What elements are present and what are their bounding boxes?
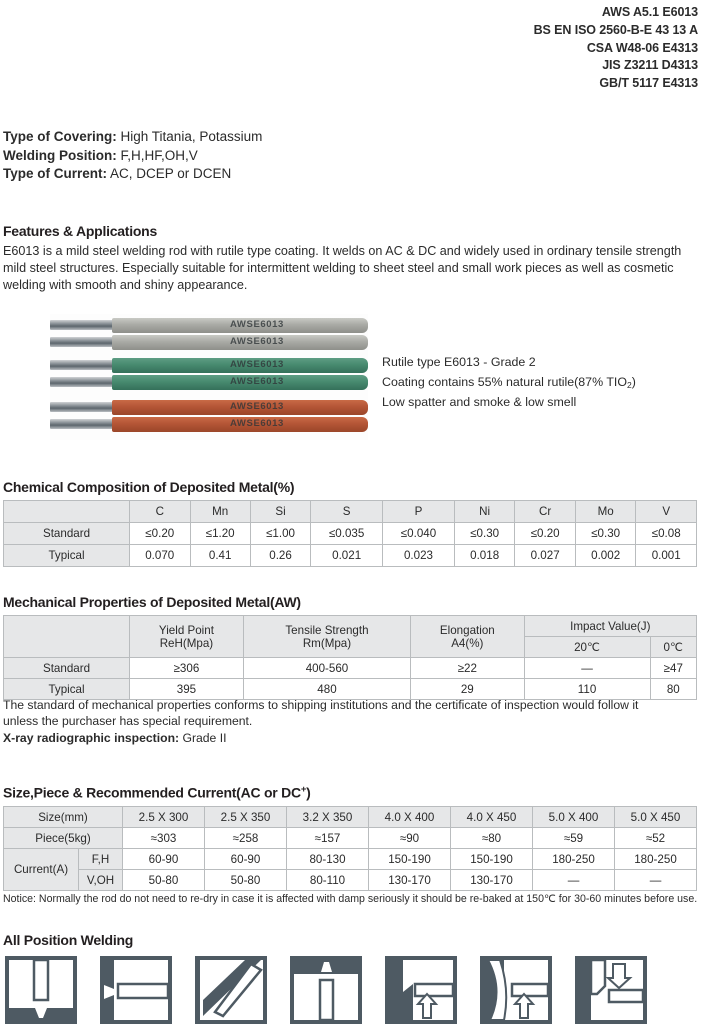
- col-header-line2: A4(%): [451, 636, 484, 650]
- col-header-s: S: [311, 501, 383, 523]
- table-row: [4, 545, 697, 567]
- col-header-p: P: [383, 501, 455, 523]
- table-corner-cell: [4, 501, 130, 523]
- table-cell: 150-190: [369, 849, 451, 870]
- welding-rod: [50, 400, 368, 415]
- table-cell: 0.018: [454, 545, 515, 567]
- row-label-size: Size(mm): [4, 807, 123, 828]
- rod-coating: [112, 375, 368, 390]
- table-header-row: [4, 501, 697, 523]
- table-cell: 0.41: [190, 545, 250, 567]
- table-header-row: [4, 616, 697, 637]
- table-cell: 60-90: [123, 849, 205, 870]
- table-cell: ≤0.040: [383, 523, 455, 545]
- col-header-impact-20c: 20℃: [524, 637, 650, 658]
- col-header-tensile-strength: [243, 616, 410, 658]
- col-header-size: 3.2 X 350: [287, 807, 369, 828]
- col-header-size: 4.0 X 450: [451, 807, 533, 828]
- superscript-plus: +: [300, 784, 307, 795]
- table-row: [4, 658, 697, 679]
- table-cell: ≈157: [287, 828, 369, 849]
- table-cell: 150-190: [451, 849, 533, 870]
- table-cell: 0.002: [575, 545, 636, 567]
- table-cell: ≥306: [130, 658, 244, 679]
- table-cell: 0.070: [130, 545, 191, 567]
- welding-rod-photo: [50, 314, 368, 440]
- col-header-impact-0c: 0℃: [650, 637, 696, 658]
- spec-row-position: [3, 147, 262, 166]
- table-row: [4, 849, 697, 870]
- col-header-mo: Mo: [575, 501, 636, 523]
- welding-position-overhead-down-icon: [575, 956, 647, 1024]
- table-cell: 180-250: [615, 849, 697, 870]
- table-cell: ≥22: [411, 658, 524, 679]
- spec-label: Type of Covering:: [3, 129, 117, 144]
- standard-item: AWS A5.1 E6013: [601, 5, 698, 19]
- size-heading-text: Size,Piece & Recommended Current(AC or DC: [3, 784, 301, 801]
- welding-position-vertical-up-icon: [290, 956, 362, 1024]
- table-cell: 50-80: [205, 870, 287, 891]
- col-header-size: 5.0 X 450: [615, 807, 697, 828]
- table-cell: ≤1.20: [190, 523, 250, 545]
- welding-position-icons: [5, 956, 699, 1024]
- col-header-line2: Rm(Mpa): [302, 636, 352, 650]
- all-position-welding-heading: All Position Welding: [3, 932, 134, 948]
- table-cell: 0.021: [311, 545, 383, 567]
- spec-list: [3, 128, 262, 184]
- size-current-heading: [3, 784, 311, 801]
- standard-item: BS EN ISO 2560-B-E 43 13 A: [533, 22, 698, 37]
- table-cell: ≤0.30: [454, 523, 515, 545]
- col-header-elongation: [411, 616, 524, 658]
- table-cell: 0.26: [250, 545, 310, 567]
- rod-coating: [112, 400, 368, 415]
- row-label: Standard: [4, 523, 130, 545]
- col-header-line1: Elongation: [439, 623, 495, 637]
- table-cell: ≤1.00: [250, 523, 310, 545]
- welding-rod: [50, 417, 368, 432]
- spec-row-current: [3, 165, 262, 184]
- table-cell: ≈258: [205, 828, 287, 849]
- table-cell: 0.001: [636, 545, 697, 567]
- table-cell: ≈80: [451, 828, 533, 849]
- mechanical-note-line2: unless the purchaser has special requirement.: [3, 714, 253, 729]
- table-cell: 130-170: [451, 870, 533, 891]
- row-label: Typical: [4, 679, 130, 700]
- features-body: E6013 is a mild steel welding rod with rutile type coating. It welds on AC & DC and widely used in ordinary tensile strength mild steel structures. Especially suitable for intermittent welding to sheet steel and small work pieces as well as cosmetic welding with smooth and shiny appearance.: [3, 244, 682, 293]
- standards-list: [534, 4, 698, 93]
- spec-row-covering: [3, 128, 262, 147]
- xray-inspection-line: [3, 730, 697, 746]
- standard-item: GB/T 5117 E4313: [599, 76, 698, 91]
- spec-value: High Titania, Potassium: [120, 129, 263, 144]
- row-sublabel-fh: F,H: [79, 849, 123, 870]
- spec-label: Type of Current:: [3, 166, 107, 181]
- welding-rod: [50, 375, 368, 390]
- table-row: [4, 828, 697, 849]
- chemical-heading: Chemical Composition of Deposited Metal(%): [3, 479, 295, 495]
- welding-position-overhead-fillet-icon: [480, 956, 552, 1024]
- rod-coating: [112, 335, 368, 350]
- rod-coating: [112, 318, 368, 333]
- col-header-line2: ReH(Mpa): [159, 636, 214, 650]
- col-header-size: 2.5 X 300: [123, 807, 205, 828]
- chemical-composition-table: [3, 500, 697, 567]
- welding-rod: [50, 335, 368, 350]
- subscript-2: 2: [626, 379, 632, 390]
- table-cell: 0.023: [383, 545, 455, 567]
- table-cell: ≥47: [650, 658, 696, 679]
- spec-label: Welding Position:: [3, 147, 117, 163]
- welding-position-horizontal-fillet-icon: [100, 956, 172, 1024]
- size-piece-current-table: [3, 806, 697, 891]
- photo-desc-line: Rutile type E6013 - Grade 2: [382, 355, 536, 369]
- table-cell: 400-560: [243, 658, 410, 679]
- table-cell: ≤0.20: [515, 523, 576, 545]
- col-header-v: V: [636, 501, 697, 523]
- row-label: Typical: [4, 545, 130, 567]
- table-cell: ≈52: [615, 828, 697, 849]
- standard-item: CSA W48-06 E4313: [586, 40, 698, 55]
- photo-desc-text: Coating contains 55% natural rutile(87% TIO: [382, 374, 627, 389]
- table-cell: —: [533, 870, 615, 891]
- table-cell: ≈90: [369, 828, 451, 849]
- col-header-impact-value: Impact Value(J): [524, 616, 696, 637]
- table-cell: ≤0.30: [575, 523, 636, 545]
- mechanical-properties-table: [3, 615, 697, 700]
- table-row: [4, 870, 697, 891]
- table-cell: 110: [524, 679, 650, 700]
- table-cell: 395: [130, 679, 244, 700]
- spec-value: AC, DCEP or DCEN: [110, 166, 232, 181]
- table-cell: 0.027: [515, 545, 576, 567]
- row-label: Standard: [4, 658, 130, 679]
- spec-value: F,H,HF,OH,V: [120, 147, 198, 163]
- table-cell: ≤0.035: [311, 523, 383, 545]
- table-cell: 80-110: [287, 870, 369, 891]
- row-sublabel-voh: V,OH: [79, 870, 123, 891]
- table-cell: 29: [411, 679, 524, 700]
- table-cell: —: [615, 870, 697, 891]
- col-header-si: Si: [250, 501, 310, 523]
- table-cell: ≤0.20: [130, 523, 191, 545]
- mechanical-heading: Mechanical Properties of Deposited Metal(AW): [3, 594, 301, 610]
- table-cell: 60-90: [205, 849, 287, 870]
- photo-desc-line: [382, 373, 636, 394]
- col-header-size: 4.0 X 400: [369, 807, 451, 828]
- col-header-ni: Ni: [454, 501, 515, 523]
- table-cell: 50-80: [123, 870, 205, 891]
- welding-position-flat-icon: [5, 956, 77, 1024]
- photo-desc-line: Low spatter and smoke & low smell: [382, 395, 577, 409]
- col-header-mn: Mn: [190, 501, 250, 523]
- row-label-piece: Piece(5kg): [4, 828, 123, 849]
- col-header-c: C: [130, 501, 191, 523]
- table-cell: 80: [650, 679, 696, 700]
- col-header-size: 5.0 X 400: [533, 807, 615, 828]
- welding-position-inclined-icon: [195, 956, 267, 1024]
- rod-coating: [112, 358, 368, 373]
- welding-rod: [50, 318, 368, 333]
- col-header-line1: Yield Point: [158, 623, 214, 637]
- rod-coating: [112, 417, 368, 432]
- col-header-size: 2.5 X 350: [205, 807, 287, 828]
- mechanical-note-line1: The standard of mechanical properties conforms to shipping institutions and the certificate of inspection would follow it: [3, 698, 639, 712]
- photo-description: [382, 353, 636, 413]
- standard-item: JIS Z3211 D4313: [602, 58, 698, 73]
- col-header-line1: Tensile Strength: [285, 623, 369, 637]
- table-cell: 180-250: [533, 849, 615, 870]
- table-cell: 80-130: [287, 849, 369, 870]
- photo-desc-text: ): [631, 374, 636, 389]
- table-cell: ≤0.08: [636, 523, 697, 545]
- features-heading: Features & Applications: [3, 223, 157, 239]
- table-corner-cell: [4, 616, 130, 658]
- table-cell: —: [524, 658, 650, 679]
- mechanical-note: [3, 697, 697, 746]
- table-cell: 480: [243, 679, 410, 700]
- table-cell: ≈303: [123, 828, 205, 849]
- welding-position-vertical-fillet-icon: [385, 956, 457, 1024]
- welding-rod: [50, 358, 368, 373]
- xray-inspection-label: X-ray radiographic inspection:: [3, 730, 180, 745]
- xray-inspection-value: Grade II: [179, 730, 227, 745]
- col-header-cr: Cr: [515, 501, 576, 523]
- table-cell: ≈59: [533, 828, 615, 849]
- row-label-current: Current(A): [4, 849, 79, 891]
- redry-notice: Notice: Normally the rod do not need to re-dry in case it is affected with damp seriously it should be re-baked at 150℃ for 30-60 minutes before use.: [3, 893, 698, 905]
- table-cell: 130-170: [369, 870, 451, 891]
- table-header-row: [4, 807, 697, 828]
- table-row: [4, 523, 697, 545]
- col-header-yield-point: [130, 616, 244, 658]
- size-heading-text: ): [306, 784, 311, 801]
